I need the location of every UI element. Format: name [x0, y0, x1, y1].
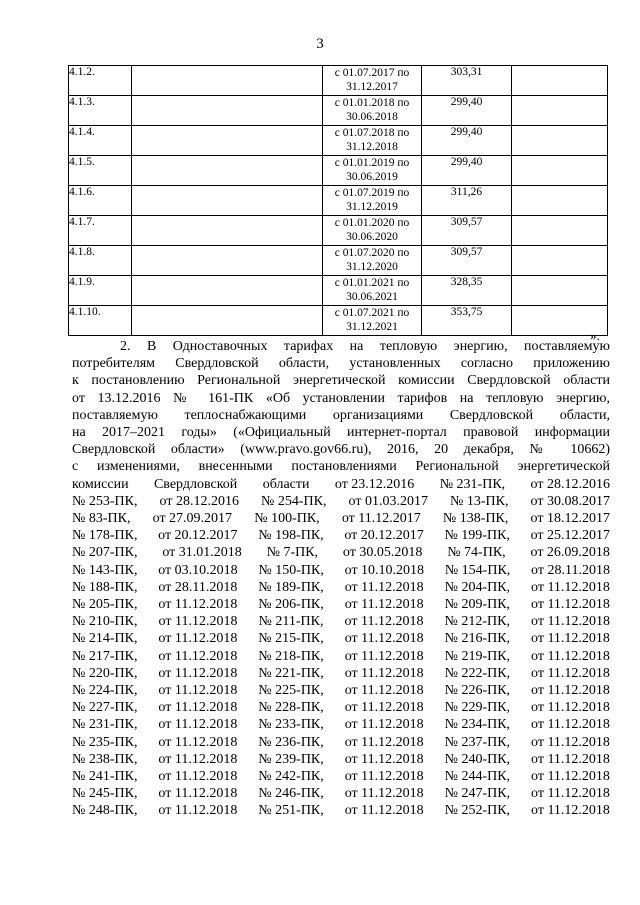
resolution-number: № 189-ПК, — [258, 579, 324, 595]
table-row — [69, 186, 608, 216]
resolution-number: № 219-ПК, — [444, 648, 511, 664]
paragraph-line: поставляемую теплоснабжающими организациями Свердловской области, — [72, 407, 610, 423]
resolution-row — [72, 544, 610, 561]
resolution-date: от 11.12.2018 — [344, 769, 424, 785]
resolution-number: № 206-ПК, — [258, 597, 324, 613]
resolution-date: от 11.12.2018 — [344, 597, 424, 613]
resolution-number: № 218-ПК, — [258, 648, 324, 664]
empty-cell — [132, 276, 323, 306]
period-line: 30.06.2018 — [346, 111, 398, 123]
resolution-row — [72, 734, 610, 751]
resolution-number: № 229-ПК, — [444, 700, 511, 716]
resolution-number: № 238-ПК, — [72, 751, 138, 767]
resolution-date: от 11.12.2018 — [158, 683, 238, 699]
tariff-table — [68, 65, 608, 336]
resolution-date: от 11.12.2018 — [344, 579, 424, 595]
lead-word: Свердловской — [153, 476, 238, 492]
resolution-date: от 11.12.2018 — [531, 803, 610, 819]
resolution-date: от 11.12.2018 — [158, 597, 238, 613]
paragraph-line: на 2017–2021 годы» («Официальный интернет-портал правовой информации — [72, 425, 610, 441]
resolution-number: № 236-ПК, — [258, 734, 324, 750]
lead-word: от 23.12.2016 — [334, 476, 415, 492]
period-line: 30.06.2020 — [346, 231, 398, 243]
table-row — [69, 96, 608, 126]
period-line: 31.12.2018 — [346, 141, 398, 153]
resolution-number: № 221-ПК, — [258, 665, 324, 681]
resolution-date: от 01.03.2017 — [348, 493, 428, 509]
resolution-row — [72, 630, 610, 647]
resolution-date: от 11.12.2018 — [344, 631, 424, 647]
resolution-date: от 25.12.2017 — [530, 528, 610, 544]
period-cell — [323, 156, 422, 186]
paragraph-line: с изменениями, внесенными постановлениями Региональной энергетической — [72, 459, 610, 475]
resolution-number: № 216-ПК, — [444, 631, 511, 647]
period-cell — [323, 186, 422, 216]
row-number: 4.1.10. — [69, 306, 132, 336]
resolution-date: от 11.12.2018 — [531, 665, 610, 681]
resolution-date: от 10.10.2018 — [344, 562, 425, 578]
resolution-number: № 239-ПК, — [258, 751, 324, 767]
resolution-number: № 210-ПК, — [72, 614, 138, 630]
resolution-number: № 212-ПК, — [444, 614, 510, 630]
table-row — [69, 246, 608, 276]
resolution-number: № 252-ПК, — [444, 803, 511, 819]
resolution-date: от 28.11.2018 — [158, 579, 238, 595]
resolution-row — [72, 682, 610, 699]
table-row — [69, 216, 608, 246]
resolution-row — [72, 716, 610, 733]
resolution-row — [72, 699, 610, 716]
resolution-date: от 11.12.2018 — [531, 734, 610, 750]
resolution-date: от 11.12.2018 — [531, 700, 610, 716]
period-line: 31.12.2020 — [346, 261, 398, 273]
page-number: 3 — [316, 36, 324, 52]
tariff-value: 353,75 — [422, 306, 512, 336]
row-number: 4.1.5. — [69, 156, 132, 186]
period-line: с 01.07.2017 по — [334, 67, 410, 79]
resolution-date: от 30.08.2017 — [530, 493, 610, 509]
resolution-date: от 27.09.2017 — [152, 511, 233, 527]
resolution-number: № 220-ПК, — [72, 665, 138, 681]
resolution-number: № 150-ПК, — [258, 562, 324, 578]
paragraph-line: от 13.12.2016 № 161-ПК «Об установлении тарифов на тепловую энергию, — [72, 390, 610, 406]
resolution-row — [72, 802, 610, 819]
paragraph-line: Свердловской области» (www.pravo.gov66.ru), 2016, 20 декабря, № 10662) — [72, 442, 610, 458]
tariff-value: 311,26 — [422, 186, 512, 216]
table-row — [69, 306, 608, 336]
resolution-number: № 227-ПК, — [72, 700, 138, 716]
empty-cell — [512, 246, 608, 276]
resolution-date: от 18.12.2017 — [530, 511, 610, 527]
resolution-row — [72, 527, 610, 544]
table-row — [69, 156, 608, 186]
resolution-number: № 246-ПК, — [258, 786, 324, 802]
resolution-date: от 11.12.2018 — [158, 786, 238, 802]
resolution-number: № 207-ПК, — [72, 545, 138, 561]
empty-cell — [512, 126, 608, 156]
resolution-date: от 28.12.2016 — [159, 493, 239, 509]
resolution-date: от 11.12.2018 — [344, 751, 424, 767]
closing-quote: ». — [590, 328, 600, 343]
resolution-number: № 248-ПК, — [72, 803, 138, 819]
empty-cell — [512, 66, 608, 96]
period-cell — [323, 126, 422, 156]
period-cell — [323, 66, 422, 96]
row-number: 4.1.6. — [69, 186, 132, 216]
resolution-row — [72, 751, 610, 768]
resolution-number: № 13-ПК, — [450, 493, 509, 509]
period-line: с 01.01.2019 по — [334, 157, 410, 169]
period-cell — [323, 96, 422, 126]
tariff-value: 328,35 — [422, 276, 512, 306]
resolution-number: № 74-ПК, — [447, 545, 506, 561]
row-number: 4.1.9. — [69, 276, 132, 306]
paragraph-text — [72, 338, 610, 476]
resolution-number: № 226-ПК, — [444, 683, 511, 699]
resolution-date: от 11.12.2018 — [158, 648, 238, 664]
resolution-number: № 254-ПК, — [261, 493, 327, 509]
tariff-value: 309,57 — [422, 216, 512, 246]
table-row — [69, 126, 608, 156]
resolution-date: от 26.09.2018 — [530, 545, 610, 561]
resolution-row — [72, 493, 610, 510]
resolution-date: от 11.12.2018 — [531, 579, 610, 595]
resolution-row — [72, 665, 610, 682]
resolution-number: № 7-ПК, — [266, 545, 319, 561]
resolution-date: от 11.12.2018 — [158, 751, 238, 767]
period-cell — [323, 216, 422, 246]
resolution-number: № 217-ПК, — [72, 648, 138, 664]
resolution-row — [72, 562, 610, 579]
resolution-number: № 251-ПК, — [258, 803, 324, 819]
period-line: 30.06.2021 — [346, 291, 398, 303]
resolution-row — [72, 579, 610, 596]
resolution-date: от 11.12.2018 — [344, 614, 424, 630]
resolution-number: № 204-ПК, — [444, 579, 511, 595]
resolution-row — [72, 510, 610, 527]
resolution-date: от 11.12.2018 — [158, 614, 238, 630]
period-cell — [323, 276, 422, 306]
resolution-date: от 11.12.2018 — [344, 786, 424, 802]
tariff-value: 299,40 — [422, 156, 512, 186]
resolution-number: № 231-ПК, — [72, 717, 138, 733]
resolution-date: от 11.12.2018 — [531, 717, 610, 733]
resolution-number: № 245-ПК, — [72, 786, 138, 802]
resolution-date: от 11.12.2018 — [158, 803, 238, 819]
lead-word: № 231-ПК, — [439, 476, 506, 492]
resolution-date: от 11.12.2018 — [344, 683, 424, 699]
resolution-date: от 11.12.2018 — [344, 665, 424, 681]
empty-cell — [512, 156, 608, 186]
empty-cell — [132, 156, 323, 186]
resolution-date: от 28.11.2018 — [531, 562, 610, 578]
resolution-number: № 83-ПК, — [72, 511, 131, 527]
paragraph-line: к постановлению Региональной энергетической комиссии Свердловской области — [72, 373, 610, 389]
lead-word: комиссии — [72, 476, 129, 492]
resolution-number: № 222-ПК, — [444, 665, 511, 681]
resolution-date: от 11.12.2018 — [158, 717, 238, 733]
period-cell — [323, 306, 422, 336]
table-row — [69, 66, 608, 96]
period-line: 31.12.2019 — [346, 201, 398, 213]
resolution-list — [72, 493, 610, 820]
resolution-number: № 100-ПК, — [254, 511, 320, 527]
resolution-number: № 233-ПК, — [258, 717, 324, 733]
resolution-number: № 178-ПК, — [72, 528, 138, 544]
resolution-date: от 31.01.2018 — [162, 545, 242, 561]
resolution-row — [72, 768, 610, 785]
row-number: 4.1.2. — [69, 66, 132, 96]
period-line: с 01.01.2018 по — [334, 97, 410, 109]
empty-cell — [132, 96, 323, 126]
resolution-date: от 11.12.2018 — [158, 665, 238, 681]
resolution-number: № 241-ПК, — [72, 769, 138, 785]
resolution-date: от 11.12.2018 — [344, 648, 424, 664]
resolution-date: от 20.12.2017 — [158, 528, 238, 544]
row-number: 4.1.7. — [69, 216, 132, 246]
tariff-value: 309,57 — [422, 246, 512, 276]
tariff-table-body — [69, 66, 608, 336]
resolution-number: № 224-ПК, — [72, 683, 138, 699]
tariff-value: 303,31 — [422, 66, 512, 96]
resolution-number: № 228-ПК, — [258, 700, 324, 716]
resolution-date: от 11.12.2018 — [531, 631, 610, 647]
row-number: 4.1.4. — [69, 126, 132, 156]
resolution-number: № 225-ПК, — [258, 683, 324, 699]
resolution-date: от 11.12.2018 — [158, 700, 238, 716]
resolution-date: от 11.12.2018 — [531, 597, 610, 613]
resolution-date: от 11.12.2018 — [344, 803, 424, 819]
resolution-number: № 209-ПК, — [444, 597, 511, 613]
period-line: с 01.01.2021 по — [334, 277, 410, 289]
amendment-paragraph — [72, 338, 610, 820]
period-line: с 01.07.2021 по — [334, 307, 410, 319]
empty-cell — [132, 306, 323, 336]
period-line: с 01.07.2019 по — [334, 187, 410, 199]
resolution-date: от 11.12.2018 — [344, 717, 424, 733]
resolution-number: № 138-ПК, — [442, 511, 509, 527]
resolution-date: от 11.12.2018 — [531, 648, 610, 664]
resolution-number: № 235-ПК, — [72, 734, 138, 750]
resolution-number: № 242-ПК, — [258, 769, 324, 785]
lead-word: области — [262, 476, 310, 492]
resolution-date: от 11.12.2018 — [344, 700, 424, 716]
resolution-date: от 03.10.2018 — [158, 562, 238, 578]
period-line: 30.06.2019 — [346, 171, 398, 183]
resolution-row — [72, 596, 610, 613]
resolution-number: № 214-ПК, — [72, 631, 138, 647]
period-line: 31.12.2021 — [346, 321, 398, 333]
resolution-row — [72, 785, 610, 802]
period-cell — [323, 246, 422, 276]
resolution-number: № 188-ПК, — [72, 579, 138, 595]
resolution-number: № 253-ПК, — [72, 493, 138, 509]
paragraph-line: потребителям Свердловской области, установленных согласно приложению — [72, 356, 610, 372]
resolution-date: от 11.12.2018 — [344, 734, 424, 750]
period-line: с 01.01.2020 по — [334, 217, 410, 229]
resolution-date: от 11.12.2018 — [158, 734, 238, 750]
resolution-date: от 30.05.2018 — [342, 545, 423, 561]
resolution-number: № 234-ПК, — [444, 717, 511, 733]
tariff-value: 299,40 — [422, 126, 512, 156]
empty-cell — [512, 186, 608, 216]
resolution-date: от 11.12.2018 — [531, 769, 610, 785]
lead-word: от 28.12.2016 — [530, 476, 610, 492]
row-number: 4.1.8. — [69, 246, 132, 276]
resolution-date: от 11.12.2018 — [531, 683, 610, 699]
resolution-number: № 211-ПК, — [258, 614, 324, 630]
tariff-value: 299,40 — [422, 96, 512, 126]
empty-cell — [512, 216, 608, 246]
period-line: с 01.07.2020 по — [334, 247, 410, 259]
paragraph-line: 2. В Одноставочных тарифах на тепловую энергию, поставляемую — [120, 339, 610, 354]
empty-cell — [132, 186, 323, 216]
period-line: с 01.07.2018 по — [334, 127, 410, 139]
resolution-number: № 205-ПК, — [72, 597, 138, 613]
resolution-number: № 215-ПК, — [258, 631, 324, 647]
resolution-row — [72, 648, 610, 665]
empty-cell — [512, 96, 608, 126]
resolution-date: от 11.12.2017 — [341, 511, 421, 527]
resolution-date: от 11.12.2018 — [531, 786, 610, 802]
resolution-date: от 11.12.2018 — [531, 614, 610, 630]
resolution-number: № 244-ПК, — [444, 769, 511, 785]
table-row — [69, 276, 608, 306]
empty-cell — [132, 66, 323, 96]
empty-cell — [512, 276, 608, 306]
resolution-number: № 143-ПК, — [72, 562, 138, 578]
resolution-lead-row — [72, 476, 610, 493]
resolution-number: № 247-ПК, — [444, 786, 511, 802]
empty-cell — [132, 246, 323, 276]
resolution-date: от 11.12.2018 — [158, 631, 238, 647]
resolution-number: № 154-ПК, — [444, 562, 511, 578]
period-line: 31.12.2017 — [346, 81, 398, 93]
row-number: 4.1.3. — [69, 96, 132, 126]
resolution-number: № 199-ПК, — [444, 528, 510, 544]
resolution-date: от 11.12.2018 — [158, 769, 238, 785]
resolution-date: от 11.12.2018 — [531, 751, 610, 767]
resolution-number: № 198-ПК, — [258, 528, 324, 544]
resolution-number: № 240-ПК, — [444, 751, 511, 767]
empty-cell — [132, 126, 323, 156]
resolution-date: от 20.12.2017 — [344, 528, 424, 544]
resolution-number: № 237-ПК, — [444, 734, 511, 750]
resolution-row — [72, 613, 610, 630]
empty-cell — [132, 216, 323, 246]
